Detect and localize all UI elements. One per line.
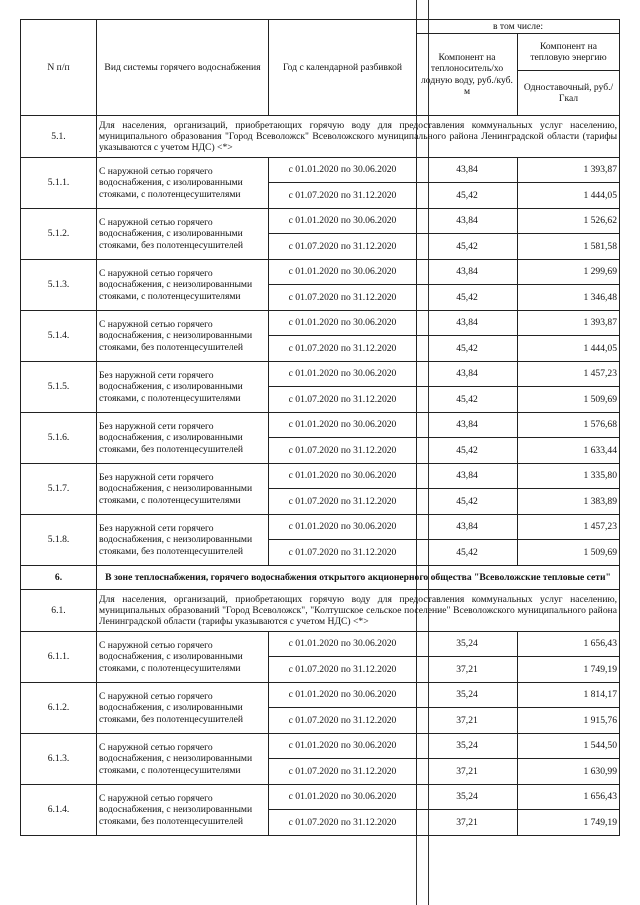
- period-cell: с 01.07.2020 по 31.12.2020: [269, 387, 417, 413]
- energy-rate-cell: 1 749,19: [518, 657, 620, 683]
- row-description: С наружной сетью горячего водоснабжения, с неизолированными стояками, без полотенцесушителей: [97, 785, 269, 836]
- water-rate-cell: 37,21: [417, 810, 518, 836]
- header-year: Год с календарной разбивкой: [269, 20, 417, 116]
- header-system-type: Вид системы горячего водоснабжения: [97, 20, 269, 116]
- water-rate-cell: 45,42: [417, 438, 518, 464]
- row-description: С наружной сетью горячего водоснабжения, с неизолированными стояками, с полотенцесушителями: [97, 734, 269, 785]
- energy-rate-cell: 1 656,43: [518, 785, 620, 810]
- header-including: в том числе:: [417, 20, 620, 34]
- row-number: 6.1.1.: [21, 632, 97, 683]
- energy-rate-cell: 1 581,58: [518, 234, 620, 260]
- water-rate-cell: 45,42: [417, 387, 518, 413]
- section-description: Для населения, организаций, приобретающих горячую воду для предоставления коммунальных услуг населению, муниципального образования "Город Всеволожск" Всеволожского муниципального района Ленинградской области (тарифы указываются с учетом НДС) <*>: [97, 116, 620, 158]
- row-description: Без наружной сети горячего водоснабжения, с неизолированными стояками, с полотенцесушителями: [97, 464, 269, 515]
- period-cell: с 01.07.2020 по 31.12.2020: [269, 708, 417, 734]
- period-cell: с 01.07.2020 по 31.12.2020: [269, 285, 417, 311]
- table-row: [21, 683, 620, 708]
- energy-rate-cell: 1 383,89: [518, 489, 620, 515]
- water-rate-cell: 35,24: [417, 734, 518, 759]
- table-row: [21, 464, 620, 489]
- period-cell: с 01.01.2020 по 30.06.2020: [269, 632, 417, 657]
- row-description: С наружной сетью горячего водоснабжения, с изолированными стояками, без полотенцесушителей: [97, 683, 269, 734]
- period-cell: с 01.01.2020 по 30.06.2020: [269, 734, 417, 759]
- water-rate-cell: 43,84: [417, 515, 518, 540]
- row-description: Без наружной сети горячего водоснабжения, с изолированными стояками, с полотенцесушителями: [97, 362, 269, 413]
- table-row: [21, 785, 620, 810]
- period-cell: с 01.07.2020 по 31.12.2020: [269, 657, 417, 683]
- row-description: С наружной сетью горячего водоснабжения, с изолированными стояками, без полотенцесушителей: [97, 209, 269, 260]
- energy-rate-cell: 1 915,76: [518, 708, 620, 734]
- water-rate-cell: 37,21: [417, 708, 518, 734]
- period-cell: с 01.01.2020 по 30.06.2020: [269, 311, 417, 336]
- tariff-table: [20, 19, 620, 836]
- water-rate-cell: 35,24: [417, 785, 518, 810]
- period-cell: с 01.07.2020 по 31.12.2020: [269, 810, 417, 836]
- row-number: 6.1.3.: [21, 734, 97, 785]
- section-number: 5.1.: [21, 116, 97, 158]
- period-cell: с 01.01.2020 по 30.06.2020: [269, 464, 417, 489]
- section-row: [21, 590, 620, 632]
- period-cell: с 01.01.2020 по 30.06.2020: [269, 209, 417, 234]
- energy-rate-cell: 1 509,69: [518, 540, 620, 566]
- table-row: [21, 260, 620, 285]
- energy-rate-cell: 1 444,05: [518, 336, 620, 362]
- energy-rate-cell: 1 544,50: [518, 734, 620, 759]
- water-rate-cell: 37,21: [417, 759, 518, 785]
- row-number: 6.1.2.: [21, 683, 97, 734]
- water-rate-cell: 45,42: [417, 234, 518, 260]
- section-description: Для населения, организаций, приобретающих горячую воду для предоставления коммунальных услуг населению, муниципальных образований "Город Всеволожск", "Колтушское сельское поселение" Всеволожского муниципального района Ленинградской области (тарифы указываются с учетом НДС) <*>: [97, 590, 620, 632]
- energy-rate-cell: 1 749,19: [518, 810, 620, 836]
- row-description: С наружной сетью горячего водоснабжения, с неизолированными стояками, с полотенцесушителями: [97, 260, 269, 311]
- period-cell: с 01.07.2020 по 31.12.2020: [269, 540, 417, 566]
- water-rate-cell: 35,24: [417, 683, 518, 708]
- row-description: Без наружной сети горячего водоснабжения, с изолированными стояками, без полотенцесушителей: [97, 413, 269, 464]
- energy-rate-cell: 1 576,68: [518, 413, 620, 438]
- water-rate-cell: 45,42: [417, 489, 518, 515]
- table-row: [21, 362, 620, 387]
- table-row: [21, 311, 620, 336]
- row-number: 6.1.4.: [21, 785, 97, 836]
- energy-rate-cell: 1 630,99: [518, 759, 620, 785]
- water-rate-cell: 43,84: [417, 413, 518, 438]
- row-number: 5.1.4.: [21, 311, 97, 362]
- table-row: [21, 734, 620, 759]
- period-cell: с 01.01.2020 по 30.06.2020: [269, 362, 417, 387]
- table-row: [21, 632, 620, 657]
- water-rate-cell: 43,84: [417, 209, 518, 234]
- header-energy-component: Компонент на тепловую энергию: [518, 34, 620, 71]
- water-rate-cell: 45,42: [417, 285, 518, 311]
- table-row: [21, 209, 620, 234]
- row-description: С наружной сетью горячего водоснабжения, с изолированными стояками, с полотенцесушителями: [97, 158, 269, 209]
- period-cell: с 01.01.2020 по 30.06.2020: [269, 683, 417, 708]
- section-row: [21, 566, 620, 590]
- water-rate-cell: 43,84: [417, 464, 518, 489]
- row-description: Без наружной сети горячего водоснабжения, с неизолированными стояками, без полотенцесушителей: [97, 515, 269, 566]
- water-rate-cell: 43,84: [417, 362, 518, 387]
- water-rate-cell: 43,84: [417, 311, 518, 336]
- section-number: 6.: [21, 566, 97, 590]
- water-rate-cell: 45,42: [417, 540, 518, 566]
- energy-rate-cell: 1 457,23: [518, 515, 620, 540]
- energy-rate-cell: 1 509,69: [518, 387, 620, 413]
- period-cell: с 01.07.2020 по 31.12.2020: [269, 438, 417, 464]
- water-rate-cell: 35,24: [417, 632, 518, 657]
- energy-rate-cell: 1 335,80: [518, 464, 620, 489]
- section-row: [21, 116, 620, 158]
- section-heading: В зоне теплоснабжения, горячего водоснабжения открытого акционерного общества "Всеволожские тепловые сети": [97, 566, 620, 590]
- energy-rate-cell: 1 814,17: [518, 683, 620, 708]
- row-description: С наружной сетью горячего водоснабжения, с изолированными стояками, с полотенцесушителями: [97, 632, 269, 683]
- period-cell: с 01.07.2020 по 31.12.2020: [269, 234, 417, 260]
- period-cell: с 01.01.2020 по 30.06.2020: [269, 158, 417, 183]
- period-cell: с 01.01.2020 по 30.06.2020: [269, 260, 417, 285]
- water-rate-cell: 37,21: [417, 657, 518, 683]
- period-cell: с 01.01.2020 по 30.06.2020: [269, 785, 417, 810]
- row-number: 5.1.7.: [21, 464, 97, 515]
- table-row: [21, 158, 620, 183]
- header-row: [21, 20, 620, 34]
- row-number: 5.1.3.: [21, 260, 97, 311]
- energy-rate-cell: 1 299,69: [518, 260, 620, 285]
- period-cell: с 01.01.2020 по 30.06.2020: [269, 413, 417, 438]
- period-cell: с 01.07.2020 по 31.12.2020: [269, 183, 417, 209]
- energy-rate-cell: 1 457,23: [518, 362, 620, 387]
- energy-rate-cell: 1 656,43: [518, 632, 620, 657]
- water-rate-cell: 45,42: [417, 183, 518, 209]
- energy-rate-cell: 1 393,87: [518, 158, 620, 183]
- row-number: 5.1.8.: [21, 515, 97, 566]
- table-row: [21, 515, 620, 540]
- period-cell: с 01.07.2020 по 31.12.2020: [269, 759, 417, 785]
- water-rate-cell: 45,42: [417, 336, 518, 362]
- header-num: N п/п: [21, 20, 97, 116]
- energy-rate-cell: 1 444,05: [518, 183, 620, 209]
- energy-rate-cell: 1 526,62: [518, 209, 620, 234]
- header-energy-rate: Одноставочный, руб./Гкал: [518, 71, 620, 116]
- row-number: 5.1.5.: [21, 362, 97, 413]
- period-cell: с 01.01.2020 по 30.06.2020: [269, 515, 417, 540]
- row-number: 5.1.1.: [21, 158, 97, 209]
- energy-rate-cell: 1 393,87: [518, 311, 620, 336]
- row-description: С наружной сетью горячего водоснабжения, с неизолированными стояками, без полотенцесушителей: [97, 311, 269, 362]
- period-cell: с 01.07.2020 по 31.12.2020: [269, 489, 417, 515]
- table-row: [21, 413, 620, 438]
- period-cell: с 01.07.2020 по 31.12.2020: [269, 336, 417, 362]
- water-rate-cell: 43,84: [417, 260, 518, 285]
- section-number: 6.1.: [21, 590, 97, 632]
- energy-rate-cell: 1 633,44: [518, 438, 620, 464]
- water-rate-cell: 43,84: [417, 158, 518, 183]
- row-number: 5.1.6.: [21, 413, 97, 464]
- header-water-component: Компонент на теплоноситель/хо лодную воду, руб./куб. м: [417, 34, 518, 116]
- energy-rate-cell: 1 346,48: [518, 285, 620, 311]
- row-number: 5.1.2.: [21, 209, 97, 260]
